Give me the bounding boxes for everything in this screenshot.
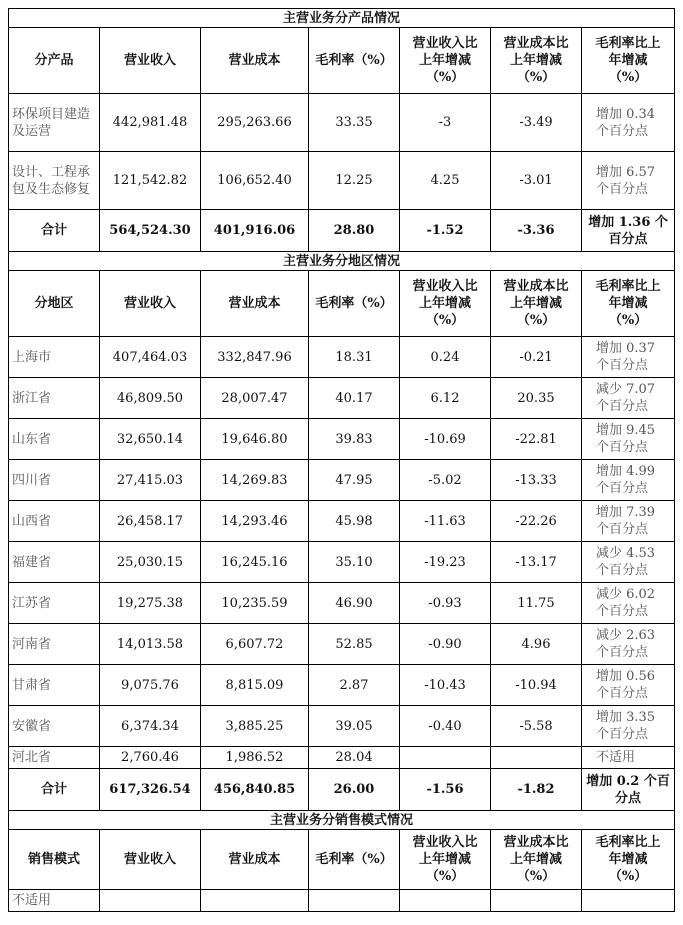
margin-change-cell: 增加 6.57 个百分点 — [582, 152, 675, 210]
revenue-change-cell: -19.23 — [400, 542, 491, 583]
product-section-title-row — [9, 9, 675, 28]
margin-change-cell: 增加 0.2 个百分点 — [582, 769, 675, 811]
cost-cell: 14,293.46 — [201, 501, 309, 542]
margin-cell: 28.80 — [309, 210, 400, 252]
column-header: 毛利率比上年增减（%） — [582, 28, 675, 94]
revenue-cell: 19,275.38 — [100, 583, 201, 624]
row-name: 河南省 — [9, 624, 100, 665]
revenue-change-cell: -5.02 — [400, 460, 491, 501]
row-name: 甘肃省 — [9, 665, 100, 706]
table-row — [9, 501, 675, 542]
revenue-change-cell: -11.63 — [400, 501, 491, 542]
revenue-cell: 26,458.17 — [100, 501, 201, 542]
table-row — [9, 152, 675, 210]
row-name: 不适用 — [9, 890, 100, 912]
row-name: 江苏省 — [9, 583, 100, 624]
row-name: 环保项目建造及运营 — [9, 94, 100, 152]
revenue-cell: 25,030.15 — [100, 542, 201, 583]
column-header: 毛利率（%） — [309, 28, 400, 94]
cost-change-cell — [491, 747, 582, 769]
column-header: 营业成本比上年增减（%） — [491, 830, 582, 890]
margin-cell: 52.85 — [309, 624, 400, 665]
revenue-cell: 46,809.50 — [100, 378, 201, 419]
cost-cell: 19,646.80 — [201, 419, 309, 460]
row-name: 四川省 — [9, 460, 100, 501]
cost-cell: 1,986.52 — [201, 747, 309, 769]
product-section-header-row — [9, 28, 675, 94]
margin-change-cell: 不适用 — [582, 747, 675, 769]
margin-cell: 2.87 — [309, 665, 400, 706]
margin-cell — [309, 890, 400, 912]
row-name: 山西省 — [9, 501, 100, 542]
sales-section-title: 主营业务分销售模式情况 — [9, 811, 675, 830]
cost-change-cell: 11.75 — [491, 583, 582, 624]
column-header: 营业收入 — [100, 28, 201, 94]
column-header: 分地区 — [9, 271, 100, 337]
revenue-change-cell: 0.24 — [400, 337, 491, 378]
column-header: 营业成本 — [201, 830, 309, 890]
cost-change-cell: -1.82 — [491, 769, 582, 811]
cost-cell: 401,916.06 — [201, 210, 309, 252]
column-header: 营业收入比上年增减（%） — [400, 830, 491, 890]
margin-cell: 47.95 — [309, 460, 400, 501]
row-name: 设计、工程承包及生态修复 — [9, 152, 100, 210]
revenue-change-cell: -3 — [400, 94, 491, 152]
margin-change-cell: 增加 0.56 个百分点 — [582, 665, 675, 706]
margin-cell: 39.05 — [309, 706, 400, 747]
revenue-change-cell: -0.90 — [400, 624, 491, 665]
cost-cell: 10,235.59 — [201, 583, 309, 624]
revenue-change-cell: -0.40 — [400, 706, 491, 747]
revenue-cell: 14,013.58 — [100, 624, 201, 665]
region-section-header-row — [9, 271, 675, 337]
sales-section-header-row — [9, 830, 675, 890]
margin-cell: 39.83 — [309, 419, 400, 460]
margin-change-cell: 增加 4.99 个百分点 — [582, 460, 675, 501]
row-name: 合计 — [9, 210, 100, 252]
column-header: 营业收入比上年增减（%） — [400, 28, 491, 94]
column-header: 分产品 — [9, 28, 100, 94]
row-name: 安徽省 — [9, 706, 100, 747]
margin-cell: 33.35 — [309, 94, 400, 152]
column-header: 营业收入 — [100, 830, 201, 890]
margin-change-cell: 增加 3.35 个百分点 — [582, 706, 675, 747]
cost-change-cell: -13.17 — [491, 542, 582, 583]
cost-change-cell — [491, 890, 582, 912]
region-section-title-row — [9, 252, 675, 271]
margin-cell: 46.90 — [309, 583, 400, 624]
margin-cell: 45.98 — [309, 501, 400, 542]
revenue-change-cell: -1.52 — [400, 210, 491, 252]
table-row — [9, 419, 675, 460]
column-header: 毛利率（%） — [309, 271, 400, 337]
sales-section-title-row — [9, 811, 675, 830]
product-section-title: 主营业务分产品情况 — [9, 9, 675, 28]
cost-change-cell: 20.35 — [491, 378, 582, 419]
cost-cell: 456,840.85 — [201, 769, 309, 811]
table-row — [9, 378, 675, 419]
total-row — [9, 769, 675, 811]
cost-cell: 106,652.40 — [201, 152, 309, 210]
revenue-cell — [100, 890, 201, 912]
cost-cell: 14,269.83 — [201, 460, 309, 501]
revenue-change-cell — [400, 890, 491, 912]
revenue-cell: 32,650.14 — [100, 419, 201, 460]
column-header: 销售模式 — [9, 830, 100, 890]
cost-change-cell: -5.58 — [491, 706, 582, 747]
row-name: 河北省 — [9, 747, 100, 769]
cost-cell: 6,607.72 — [201, 624, 309, 665]
margin-cell: 26.00 — [309, 769, 400, 811]
revenue-cell: 407,464.03 — [100, 337, 201, 378]
revenue-cell: 442,981.48 — [100, 94, 201, 152]
region-section-title: 主营业务分地区情况 — [9, 252, 675, 271]
table-row — [9, 624, 675, 665]
margin-cell: 18.31 — [309, 337, 400, 378]
column-header: 毛利率（%） — [309, 830, 400, 890]
row-name: 合计 — [9, 769, 100, 811]
column-header: 营业收入比上年增减（%） — [400, 271, 491, 337]
row-name: 山东省 — [9, 419, 100, 460]
cost-cell: 28,007.47 — [201, 378, 309, 419]
column-header: 营业成本 — [201, 271, 309, 337]
margin-change-cell: 减少 4.53 个百分点 — [582, 542, 675, 583]
margin-change-cell: 增加 0.34 个百分点 — [582, 94, 675, 152]
margin-change-cell: 增加 9.45 个百分点 — [582, 419, 675, 460]
cost-change-cell: -3.36 — [491, 210, 582, 252]
cost-cell — [201, 890, 309, 912]
main-business-table — [8, 8, 675, 912]
cost-change-cell: -13.33 — [491, 460, 582, 501]
table-row — [9, 747, 675, 769]
total-row — [9, 210, 675, 252]
row-name: 上海市 — [9, 337, 100, 378]
revenue-change-cell: -1.56 — [400, 769, 491, 811]
cost-cell: 295,263.66 — [201, 94, 309, 152]
column-header: 营业成本比上年增减（%） — [491, 271, 582, 337]
row-name: 福建省 — [9, 542, 100, 583]
cost-change-cell: -10.94 — [491, 665, 582, 706]
column-header: 毛利率比上年增减（%） — [582, 271, 675, 337]
table-row — [9, 460, 675, 501]
revenue-cell: 564,524.30 — [100, 210, 201, 252]
cost-cell: 332,847.96 — [201, 337, 309, 378]
margin-change-cell: 减少 2.63 个百分点 — [582, 624, 675, 665]
revenue-change-cell — [400, 747, 491, 769]
column-header: 毛利率比上年增减（%） — [582, 830, 675, 890]
column-header: 营业成本比上年增减（%） — [491, 28, 582, 94]
revenue-cell: 2,760.46 — [100, 747, 201, 769]
cost-change-cell: -3.01 — [491, 152, 582, 210]
table-row — [9, 94, 675, 152]
column-header: 营业收入 — [100, 271, 201, 337]
margin-cell: 28.04 — [309, 747, 400, 769]
margin-cell: 40.17 — [309, 378, 400, 419]
table-row — [9, 337, 675, 378]
table-row — [9, 665, 675, 706]
revenue-cell: 9,075.76 — [100, 665, 201, 706]
table-row — [9, 583, 675, 624]
margin-cell: 35.10 — [309, 542, 400, 583]
table-body — [9, 9, 675, 912]
margin-change-cell: 增加 1.36 个百分点 — [582, 210, 675, 252]
cost-change-cell: -0.21 — [491, 337, 582, 378]
revenue-change-cell: 6.12 — [400, 378, 491, 419]
margin-cell: 12.25 — [309, 152, 400, 210]
revenue-change-cell: -10.69 — [400, 419, 491, 460]
row-name: 浙江省 — [9, 378, 100, 419]
cost-change-cell: -22.26 — [491, 501, 582, 542]
revenue-change-cell: -10.43 — [400, 665, 491, 706]
revenue-cell: 27,415.03 — [100, 460, 201, 501]
margin-change-cell — [582, 890, 675, 912]
revenue-change-cell: -0.93 — [400, 583, 491, 624]
revenue-cell: 121,542.82 — [100, 152, 201, 210]
revenue-change-cell: 4.25 — [400, 152, 491, 210]
cost-cell: 3,885.25 — [201, 706, 309, 747]
table-row — [9, 706, 675, 747]
table-row — [9, 542, 675, 583]
margin-change-cell: 增加 0.37 个百分点 — [582, 337, 675, 378]
column-header: 营业成本 — [201, 28, 309, 94]
cost-cell: 8,815.09 — [201, 665, 309, 706]
margin-change-cell: 减少 7.07 个百分点 — [582, 378, 675, 419]
table-row — [9, 890, 675, 912]
revenue-cell: 6,374.34 — [100, 706, 201, 747]
cost-change-cell: -3.49 — [491, 94, 582, 152]
cost-change-cell: 4.96 — [491, 624, 582, 665]
cost-cell: 16,245.16 — [201, 542, 309, 583]
margin-change-cell: 增加 7.39 个百分点 — [582, 501, 675, 542]
margin-change-cell: 减少 6.02 个百分点 — [582, 583, 675, 624]
cost-change-cell: -22.81 — [491, 419, 582, 460]
revenue-cell: 617,326.54 — [100, 769, 201, 811]
